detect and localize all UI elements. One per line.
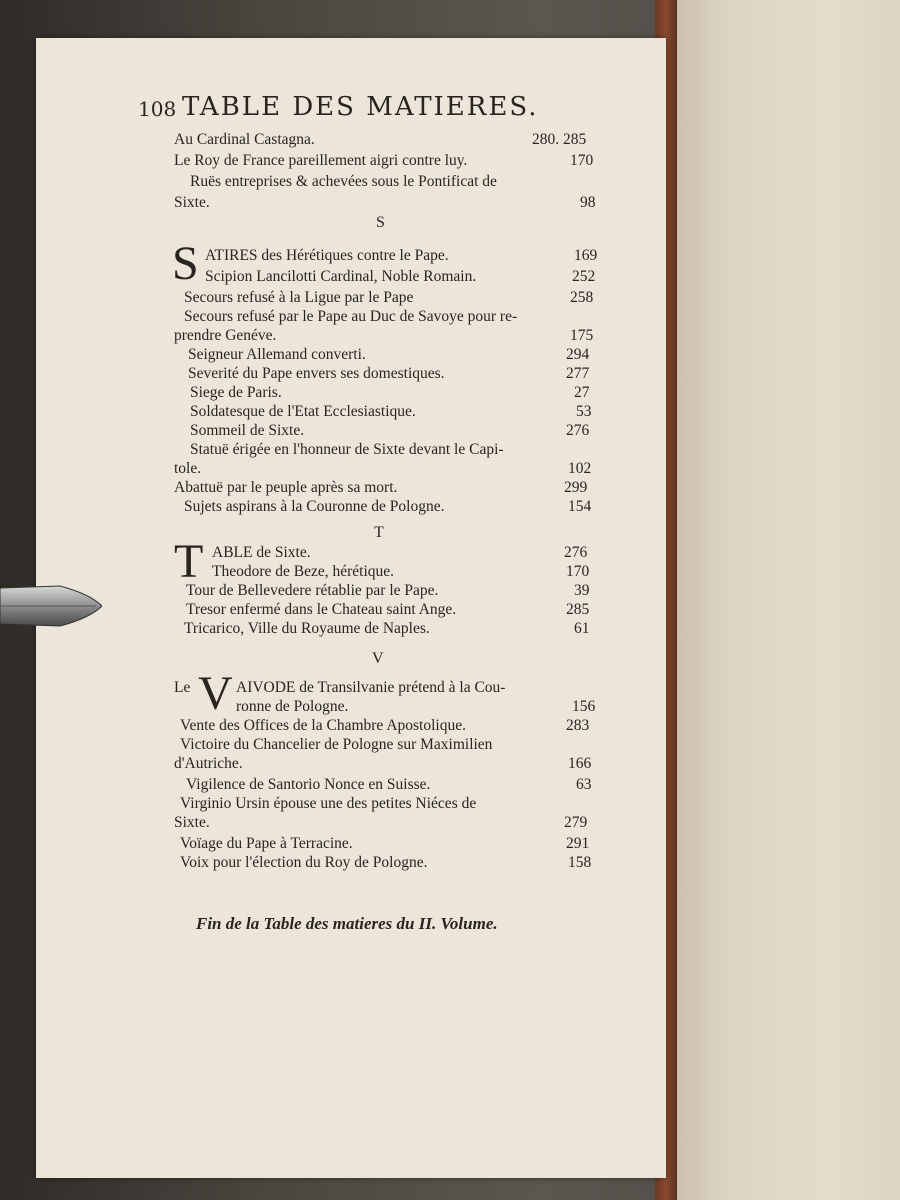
index-entry: ronne de Pologne. 156 <box>236 698 596 715</box>
index-entry: tole. 102 <box>174 460 592 477</box>
index-entry: Soldatesque de l'Etat Ecclesiastique. 53 <box>190 403 592 420</box>
index-entry: AIVODE de Transilvanie prétend à la Cou- <box>236 679 506 696</box>
index-entry: Tricarico, Ville du Royaume de Naples. 61 <box>184 620 590 637</box>
index-entry: Sujets aspirans à la Couronne de Pologne. 154 <box>184 498 592 515</box>
index-entry: Siege de Paris. 27 <box>190 384 590 401</box>
index-entry: d'Autriche. 166 <box>174 755 592 772</box>
index-entry-prefix: Le <box>174 679 191 696</box>
index-entry: Seigneur Allemand converti. 294 <box>188 346 590 363</box>
index-entry: Voix pour l'élection du Roy de Pologne. 158 <box>180 854 592 871</box>
index-entry: ABLE de Sixte. 276 <box>212 544 588 561</box>
index-entry: Sixte. 279 <box>174 814 588 831</box>
index-entry: Secours refusé par le Pape au Duc de Savoye pour re- <box>184 308 518 325</box>
index-entry: Severité du Pape envers ses domestiques. 277 <box>188 365 590 382</box>
index-entry: Secours refusé à la Ligue par le Pape 258 <box>184 289 594 306</box>
dropcap-s: S <box>172 237 199 290</box>
dropcap-v: V <box>198 667 233 720</box>
index-entry: Ruës entreprises & achevées sous le Pontificat de <box>190 173 497 190</box>
index-entry: ATIRES des Hérétiques contre le Pape. 169 <box>205 247 598 264</box>
index-entry: Voïage du Pape à Terracine. 291 <box>180 835 590 852</box>
index-entry: Sommeil de Sixte. 276 <box>190 422 590 439</box>
section-letter-t: T <box>374 524 384 541</box>
page-title: TABLE DES MATIERES. <box>182 92 539 122</box>
index-entry: Vigilence de Santorio Nonce en Suisse. 63 <box>186 776 592 793</box>
index-entry: Sixte. 98 <box>174 194 596 211</box>
index-entry: Abattuë par le peuple après sa mort. 299 <box>174 479 588 496</box>
index-entry: Scipion Lancilotti Cardinal, Noble Romain. 252 <box>205 268 596 285</box>
index-entry: prendre Genéve. 175 <box>174 327 594 344</box>
table-end-note: Fin de la Table des matieres du II. Volume. <box>196 914 498 933</box>
index-entry: Victoire du Chancelier de Pologne sur Maximilien <box>180 736 493 753</box>
index-entry: Le Roy de France pareillement aigri contre luy. 170 <box>174 152 594 169</box>
section-letter-s: S <box>376 214 385 231</box>
index-entry: Au Cardinal Castagna. 280. 285 <box>174 131 587 148</box>
page-number: 108 <box>138 97 177 121</box>
section-letter-v: V <box>372 650 384 667</box>
index-entry: Tresor enfermé dans le Chateau saint Ange. 285 <box>186 601 590 618</box>
index-entry: Vente des Offices de la Chambre Apostolique. 283 <box>180 717 590 734</box>
dropcap-t: T <box>174 535 204 588</box>
index-entry: Statuë érigée en l'honneur de Sixte devant le Capi- <box>190 441 504 458</box>
index-entry: Virginio Ursin épouse une des petites Niéces de <box>180 795 477 812</box>
index-entry: Tour de Bellevedere rétablie par le Pape. 39 <box>186 582 590 599</box>
index-entry: Theodore de Beze, hérétique. 170 <box>212 563 590 580</box>
